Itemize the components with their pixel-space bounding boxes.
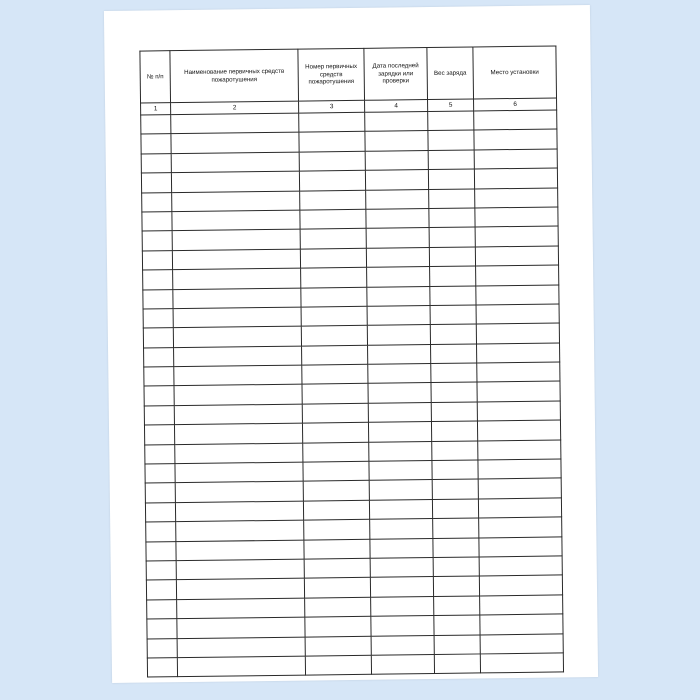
cell-name[interactable] (175, 462, 303, 483)
cell-number[interactable] (147, 599, 177, 619)
cell-number[interactable] (143, 309, 173, 329)
cell-charge-weight[interactable] (432, 479, 478, 499)
cell-equipment-number[interactable] (304, 558, 370, 578)
column-number-1: 1 (141, 103, 171, 115)
cell-install-location[interactable] (478, 498, 561, 518)
cell-install-location[interactable] (478, 440, 561, 460)
cell-charge-weight[interactable] (428, 150, 474, 170)
cell-name[interactable] (171, 133, 299, 154)
cell-equipment-number[interactable] (299, 170, 365, 190)
cell-charge-weight[interactable] (429, 247, 475, 267)
cell-number[interactable] (147, 638, 177, 658)
cell-install-location[interactable] (475, 188, 558, 208)
cell-number[interactable] (141, 173, 171, 193)
cell-last-check-date[interactable] (366, 247, 429, 267)
cell-charge-weight[interactable] (432, 499, 478, 519)
cell-name[interactable] (173, 288, 301, 309)
header-cell-charge-weight: Вес заряда (427, 47, 474, 100)
cell-equipment-number[interactable] (299, 132, 365, 152)
cell-install-location[interactable] (478, 478, 561, 498)
cell-name[interactable] (176, 578, 304, 599)
cell-install-location[interactable] (477, 401, 560, 421)
cell-install-location[interactable] (474, 110, 557, 130)
cell-equipment-number[interactable] (301, 326, 367, 346)
column-number-5: 5 (428, 99, 474, 112)
cell-number[interactable] (146, 561, 176, 581)
header-cell-install-location: Место установки (473, 46, 557, 99)
cell-install-location[interactable] (474, 149, 557, 169)
cell-name[interactable] (173, 268, 301, 289)
cell-install-location[interactable] (475, 246, 558, 266)
column-number-4: 4 (365, 100, 428, 113)
cell-equipment-number[interactable] (302, 403, 368, 423)
cell-install-location[interactable] (475, 226, 558, 246)
cell-last-check-date[interactable] (370, 557, 433, 577)
cell-charge-weight[interactable] (429, 208, 475, 228)
cell-charge-weight[interactable] (428, 111, 474, 131)
fire-equipment-log-table (139, 45, 564, 677)
cell-number[interactable] (144, 367, 174, 387)
cell-last-check-date[interactable] (371, 635, 434, 655)
cell-equipment-number[interactable] (301, 267, 367, 287)
cell-name[interactable] (172, 191, 300, 212)
document-sheet (104, 5, 598, 683)
cell-equipment-number[interactable] (304, 578, 370, 598)
cell-equipment-number[interactable] (303, 461, 369, 481)
cell-last-check-date[interactable] (371, 616, 434, 636)
cell-number[interactable] (147, 658, 177, 678)
cell-equipment-number[interactable] (305, 636, 371, 656)
cell-name[interactable] (172, 229, 300, 250)
cell-last-check-date[interactable] (365, 131, 428, 151)
cell-last-check-date[interactable] (366, 189, 429, 209)
cell-equipment-number[interactable] (303, 500, 369, 520)
cell-last-check-date[interactable] (368, 344, 431, 364)
cell-number[interactable] (141, 153, 171, 173)
cell-name[interactable] (176, 559, 304, 580)
cell-name[interactable] (172, 249, 300, 270)
cell-install-location[interactable] (480, 653, 563, 673)
cell-install-location[interactable] (479, 575, 562, 595)
cell-equipment-number[interactable] (303, 442, 369, 462)
cell-last-check-date[interactable] (368, 364, 431, 384)
cell-last-check-date[interactable] (369, 480, 432, 500)
cell-number[interactable] (143, 328, 173, 348)
cell-last-check-date[interactable] (367, 267, 430, 287)
header-cell-last-check-date: Дата последней зарядки или проверки (364, 48, 428, 101)
cell-number[interactable] (143, 270, 173, 290)
cell-last-check-date[interactable] (367, 305, 430, 325)
cell-last-check-date[interactable] (370, 519, 433, 539)
cell-name[interactable] (176, 540, 304, 561)
cell-install-location[interactable] (475, 207, 558, 227)
cell-equipment-number[interactable] (302, 345, 368, 365)
cell-last-check-date[interactable] (371, 596, 434, 616)
cell-last-check-date[interactable] (370, 577, 433, 597)
cell-last-check-date[interactable] (369, 441, 432, 461)
cell-name[interactable] (175, 501, 303, 522)
cell-name[interactable] (174, 365, 302, 386)
cell-equipment-number[interactable] (303, 481, 369, 501)
cell-install-location[interactable] (474, 129, 557, 149)
cell-number[interactable] (147, 619, 177, 639)
cell-name[interactable] (174, 423, 302, 444)
cell-number[interactable] (146, 522, 176, 542)
cell-charge-weight[interactable] (433, 538, 479, 558)
table-row[interactable] (147, 653, 563, 677)
cell-number[interactable] (146, 580, 176, 600)
cell-name[interactable] (177, 598, 305, 619)
cell-install-location[interactable] (480, 595, 563, 615)
cell-charge-weight[interactable] (429, 227, 475, 247)
cell-install-location[interactable] (480, 614, 563, 634)
cell-last-check-date[interactable] (365, 150, 428, 170)
cell-charge-weight[interactable] (433, 557, 479, 577)
cell-charge-weight[interactable] (430, 305, 476, 325)
cell-equipment-number[interactable] (305, 597, 371, 617)
cell-charge-weight[interactable] (431, 402, 477, 422)
cell-number[interactable] (142, 250, 172, 270)
cell-number[interactable] (145, 502, 175, 522)
cell-last-check-date[interactable] (369, 499, 432, 519)
cell-name[interactable] (174, 346, 302, 367)
cell-last-check-date[interactable] (368, 422, 431, 442)
cell-equipment-number[interactable] (302, 384, 368, 404)
cell-equipment-number[interactable] (301, 287, 367, 307)
table-container (139, 45, 563, 677)
cell-number[interactable] (146, 541, 176, 561)
cell-charge-weight[interactable] (429, 189, 475, 209)
cell-charge-weight[interactable] (428, 169, 474, 189)
cell-charge-weight[interactable] (434, 634, 480, 654)
cell-name[interactable] (171, 171, 299, 192)
cell-install-location[interactable] (477, 381, 560, 401)
cell-install-location[interactable] (476, 265, 559, 285)
header-cell-name: Наименование первичных средств пожаротушения (170, 49, 299, 103)
cell-charge-weight[interactable] (434, 615, 480, 635)
cell-charge-weight[interactable] (431, 344, 477, 364)
column-number-6: 6 (474, 98, 557, 111)
cell-number[interactable] (145, 483, 175, 503)
cell-equipment-number[interactable] (300, 209, 366, 229)
cell-charge-weight[interactable] (430, 285, 476, 305)
cell-charge-weight[interactable] (428, 130, 474, 150)
cell-name[interactable] (173, 326, 301, 347)
cell-last-check-date[interactable] (371, 654, 434, 674)
cell-name[interactable] (173, 307, 301, 328)
cell-equipment-number[interactable] (299, 151, 365, 171)
cell-last-check-date[interactable] (366, 228, 429, 248)
cell-number[interactable] (144, 406, 174, 426)
cell-install-location[interactable] (476, 284, 559, 304)
cell-charge-weight[interactable] (432, 441, 478, 461)
cell-equipment-number[interactable] (302, 423, 368, 443)
cell-equipment-number[interactable] (305, 655, 371, 675)
cell-name[interactable] (175, 482, 303, 503)
cell-last-check-date[interactable] (366, 208, 429, 228)
cell-install-location[interactable] (478, 459, 561, 479)
cell-name[interactable] (176, 520, 304, 541)
cell-install-location[interactable] (480, 633, 563, 653)
cell-number[interactable] (142, 212, 172, 232)
cell-name[interactable] (177, 637, 305, 658)
cell-last-check-date[interactable] (365, 112, 428, 132)
cell-number[interactable] (143, 289, 173, 309)
cell-number[interactable] (145, 444, 175, 464)
header-cell-number: № п/п (140, 51, 171, 103)
cell-number[interactable] (141, 115, 171, 135)
cell-equipment-number[interactable] (300, 190, 366, 210)
cell-equipment-number[interactable] (299, 112, 365, 132)
cell-install-location[interactable] (479, 556, 562, 576)
cell-name[interactable] (175, 443, 303, 464)
cell-install-location[interactable] (479, 517, 562, 537)
cell-install-location[interactable] (477, 343, 560, 363)
cell-number[interactable] (145, 464, 175, 484)
cell-name[interactable] (171, 113, 299, 134)
cell-last-check-date[interactable] (368, 383, 431, 403)
cell-last-check-date[interactable] (367, 325, 430, 345)
cell-install-location[interactable] (479, 537, 562, 557)
cell-charge-weight[interactable] (434, 596, 480, 616)
cell-equipment-number[interactable] (304, 539, 370, 559)
column-number-2: 2 (171, 101, 299, 115)
cell-charge-weight[interactable] (430, 324, 476, 344)
header-row (140, 46, 557, 103)
table-body (141, 98, 564, 677)
cell-equipment-number[interactable] (300, 229, 366, 249)
cell-number[interactable] (142, 192, 172, 212)
cell-install-location[interactable] (476, 323, 559, 343)
table-header (140, 46, 557, 103)
cell-name[interactable] (171, 152, 299, 173)
cell-number[interactable] (144, 425, 174, 445)
cell-charge-weight[interactable] (433, 518, 479, 538)
cell-last-check-date[interactable] (367, 286, 430, 306)
cell-equipment-number[interactable] (301, 306, 367, 326)
cell-install-location[interactable] (474, 168, 557, 188)
cell-last-check-date[interactable] (369, 461, 432, 481)
cell-charge-weight[interactable] (430, 266, 476, 286)
header-cell-equipment-number: Номер первичных средств пожаротушения (298, 48, 365, 101)
cell-charge-weight[interactable] (431, 382, 477, 402)
cell-name[interactable] (177, 617, 305, 638)
cell-charge-weight[interactable] (431, 363, 477, 383)
cell-charge-weight[interactable] (434, 654, 480, 674)
cell-last-check-date[interactable] (365, 170, 428, 190)
cell-name[interactable] (172, 210, 300, 231)
cell-last-check-date[interactable] (368, 402, 431, 422)
cell-number[interactable] (144, 386, 174, 406)
cell-number[interactable] (142, 231, 172, 251)
cell-number[interactable] (141, 134, 171, 154)
cell-equipment-number[interactable] (305, 616, 371, 636)
cell-number[interactable] (144, 347, 174, 367)
cell-name[interactable] (174, 385, 302, 406)
cell-name[interactable] (177, 656, 305, 677)
cell-equipment-number[interactable] (304, 519, 370, 539)
cell-equipment-number[interactable] (302, 364, 368, 384)
cell-equipment-number[interactable] (300, 248, 366, 268)
column-number-3: 3 (299, 100, 365, 113)
cell-install-location[interactable] (477, 362, 560, 382)
cell-charge-weight[interactable] (432, 460, 478, 480)
cell-last-check-date[interactable] (370, 538, 433, 558)
cell-charge-weight[interactable] (433, 576, 479, 596)
cell-install-location[interactable] (477, 420, 560, 440)
cell-name[interactable] (174, 404, 302, 425)
cell-install-location[interactable] (476, 304, 559, 324)
cell-charge-weight[interactable] (431, 421, 477, 441)
